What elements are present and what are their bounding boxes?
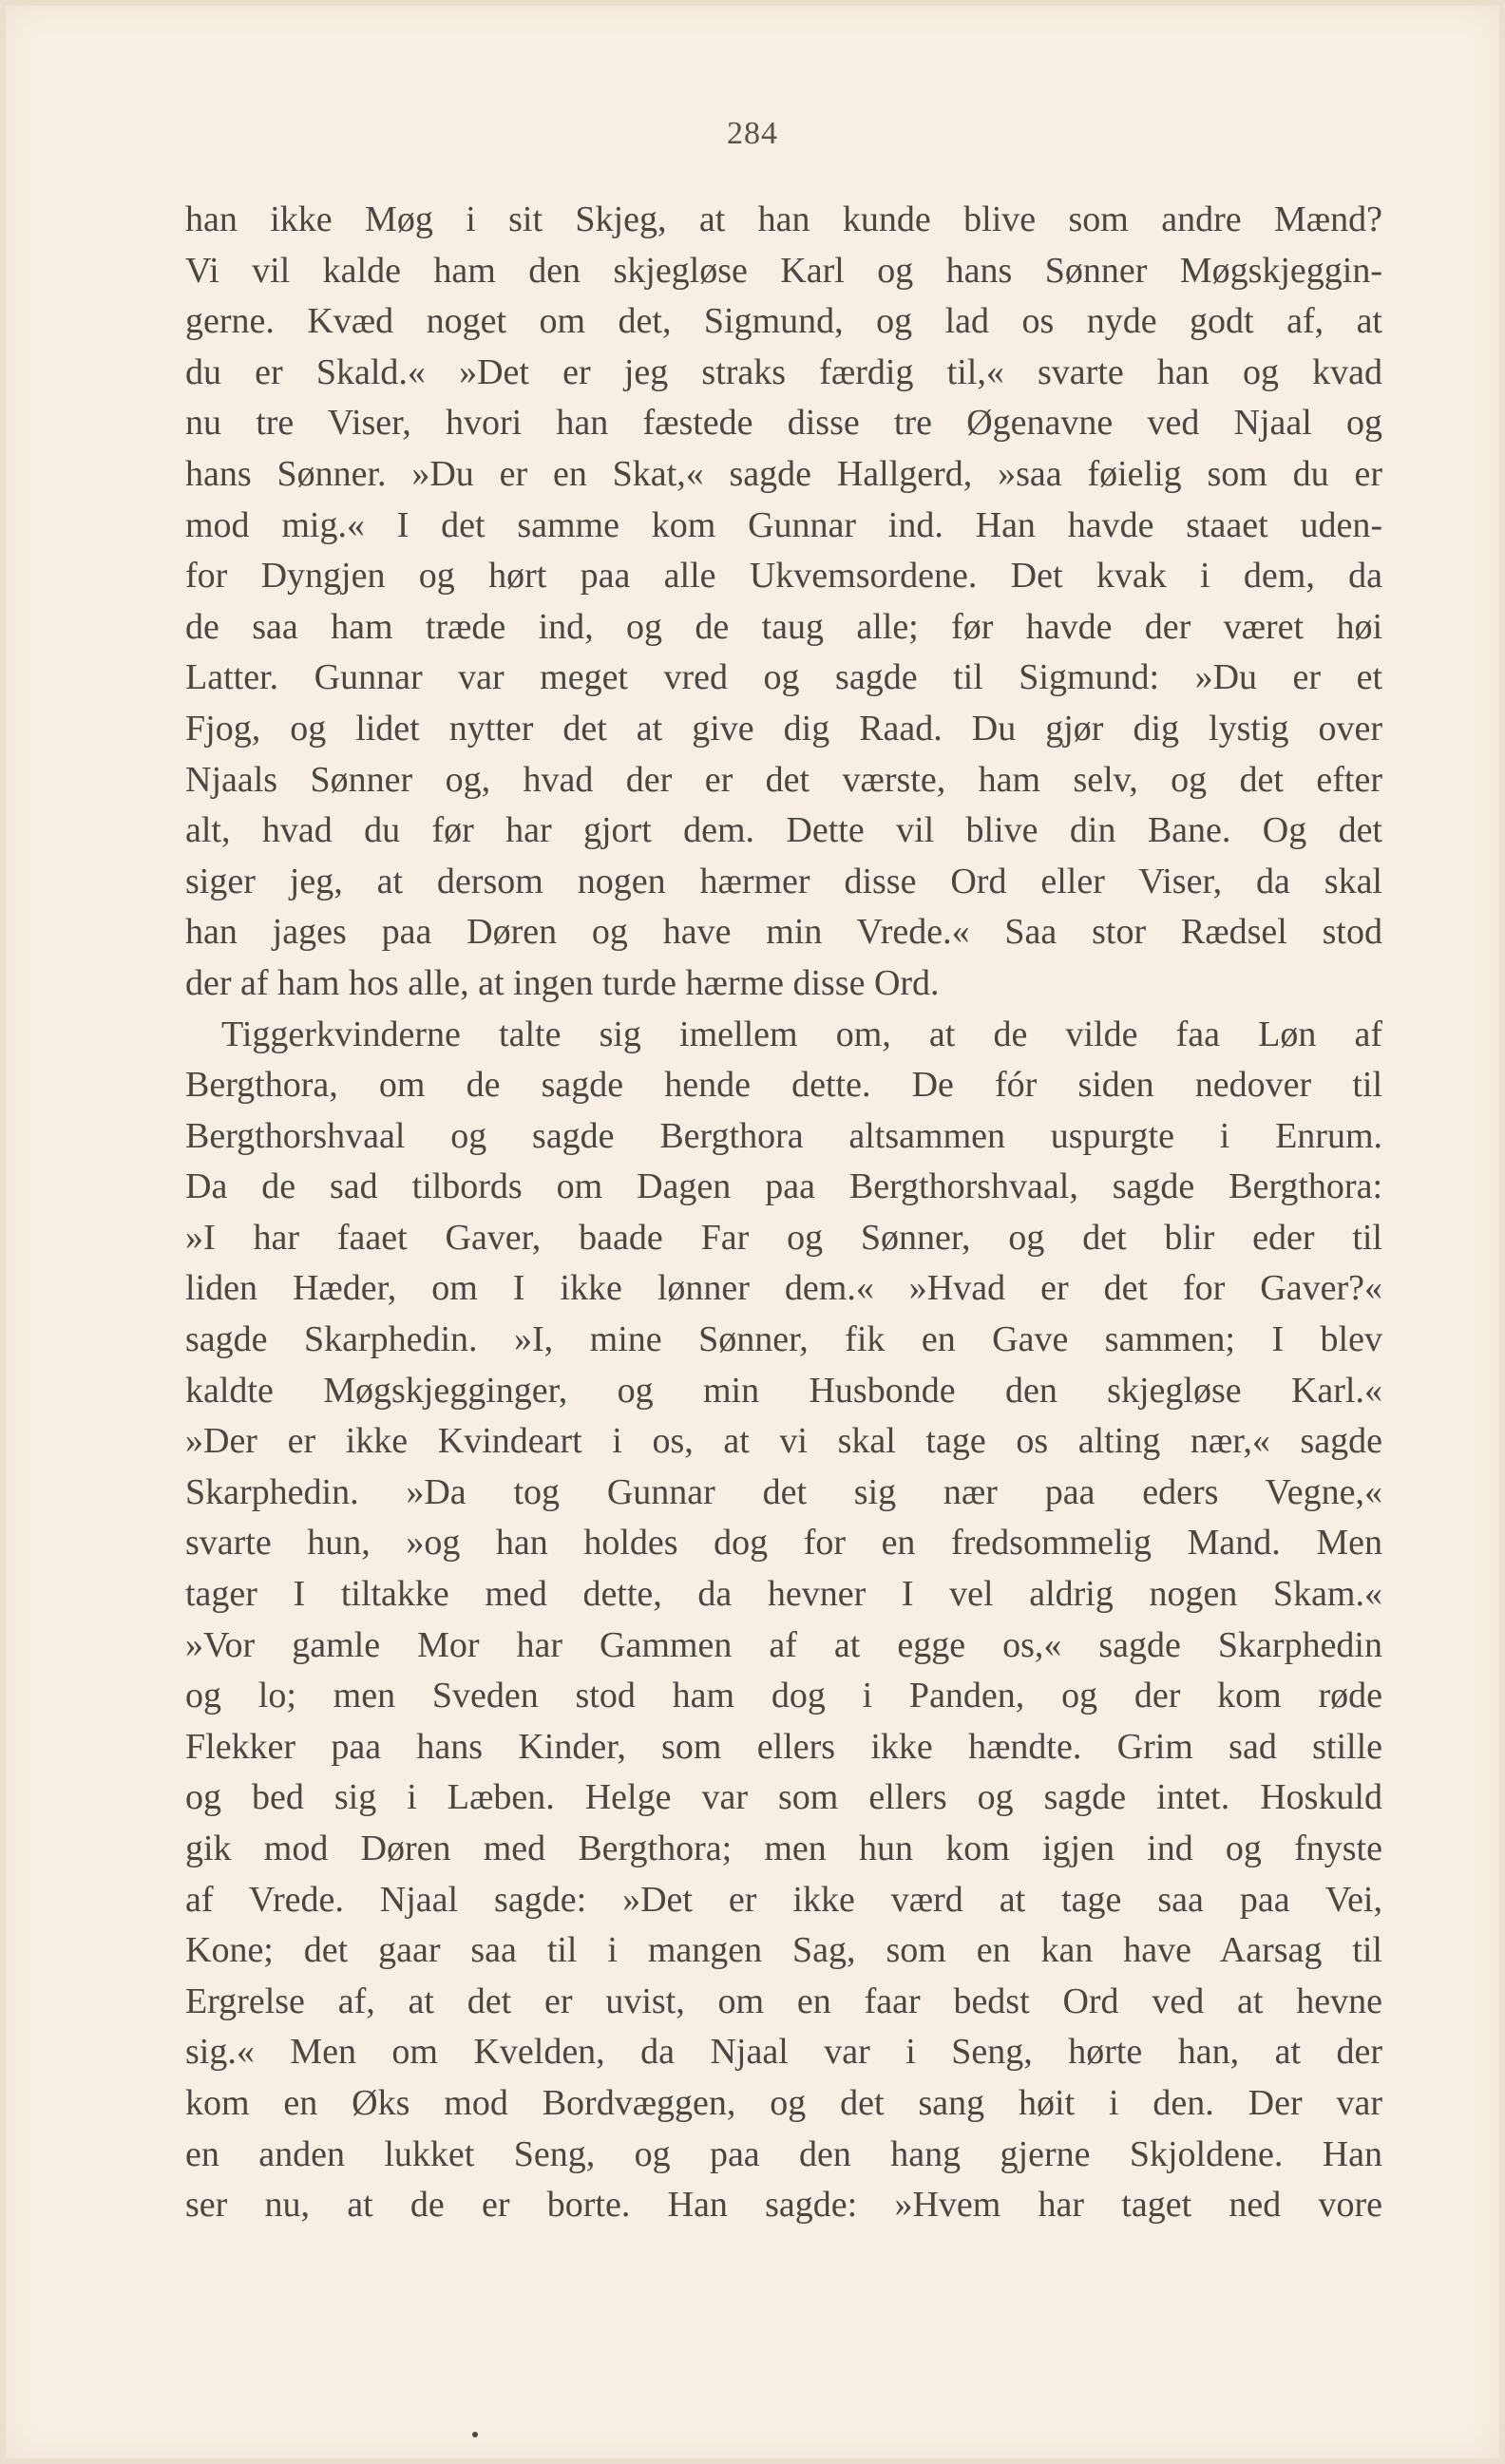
text-line: der af ham hos alle, at ingen turde hærme disse Ord. (185, 962, 940, 1003)
body-text (185, 195, 1382, 2231)
text-line: hans Sønner. »Du er en Skat,« sagde Hallgerd, »saa føielig som du er (185, 453, 1382, 494)
text-line: og lo; men Sveden stod ham dog i Panden, og der kom røde (185, 1676, 1382, 1716)
text-line: svarte hun, »og han holdes dog for en fredsommelig Mand. Men (185, 1523, 1382, 1564)
text-line: Ergrelse af, at det er uvist, om en faar bedst Ord ved at hevne (185, 1981, 1382, 2021)
text-line: Skarphedin. »Da tog Gunnar det sig nær paa eders Vegne,« (185, 1471, 1382, 1512)
text-line: Vi vil kalde ham den skjegløse Karl og hans Sønner Møgskjeggin- (185, 250, 1382, 291)
text-line: ser nu, at de er borte. Han sagde: »Hvem har taget ned vore (185, 2185, 1382, 2226)
text-line: »Vor gamle Mor har Gammen af at egge os,« sagde Skarphedin (185, 1624, 1382, 1665)
page-number: 284 (727, 116, 778, 151)
text-line: af Vrede. Njaal sagde: »Det er ikke værd at tage saa paa Vei, (185, 1879, 1382, 1920)
text-line: Njaals Sønner og, hvad der er det værste, ham selv, og det efter (185, 759, 1382, 800)
text-line: nu tre Viser, hvori han fæstede disse tre Øgenavne ved Njaal og (185, 403, 1382, 444)
text-line: sig.« Men om Kvelden, da Njaal var i Seng, hørte han, at der (185, 2032, 1382, 2073)
text-line: kom en Øks mod Bordvæggen, og det sang høit i den. Der var (185, 2082, 1382, 2123)
text-line: de saa ham træde ind, og de taug alle; før havde der været høi (185, 606, 1382, 647)
text-line: »I har faaet Gaver, baade Far og Sønner, og det blir eder til (185, 1217, 1382, 1258)
text-line: Bergthorshvaal og sagde Bergthora altsammen uspurgte i Enrum. (185, 1115, 1382, 1156)
text-line: en anden lukket Seng, og paa den hang gjerne Skjoldene. Han (185, 2133, 1382, 2174)
text-line: han jages paa Døren og have min Vrede.« Saa stor Rædsel stod (185, 912, 1382, 953)
text-line: mod mig.« I det samme kom Gunnar ind. Han havde staaet uden- (185, 504, 1382, 545)
text-line: gik mod Døren med Bergthora; men hun kom igjen ind og fnyste (185, 1829, 1382, 1868)
text-line: kaldte Møgskjegginger, og min Husbonde den skjegløse Karl.« (185, 1370, 1382, 1411)
text-line: han ikke Møg i sit Skjeg, at han kunde blive som andre Mænd? (185, 199, 1382, 239)
text-line: tager I tiltakke med dette, da hevner I vel aldrig nogen Skam.« (185, 1574, 1382, 1615)
text-line: Da de sad tilbords om Dagen paa Bergthorshvaal, sagde Bergthora: (185, 1166, 1382, 1207)
text-line: Latter. Gunnar var meget vred og sagde til Sigmund: »Du er et (185, 657, 1382, 698)
text-line: Tiggerkvinderne talte sig imellem om, at de vilde faa Løn af (221, 1014, 1382, 1054)
text-line: Bergthora, om de sagde hende dette. De fór siden nedover til (185, 1065, 1382, 1106)
text-line: Kone; det gaar saa til i mangen Sag, som en kan have Aarsag til (185, 1930, 1382, 1971)
text-line: »Der er ikke Kvindeart i os, at vi skal tage os alting nær,« sagde (185, 1421, 1382, 1462)
footer-dot-mark (472, 2432, 478, 2437)
text-line: siger jeg, at dersom nogen hærmer disse Ord eller Viser, da skal (185, 861, 1382, 901)
text-line: Fjog, og lidet nytter det at give dig Raad. Du gjør dig lystig over (185, 708, 1382, 749)
text-line: gerne. Kvæd noget om det, Sigmund, og lad os nyde godt af, at (185, 301, 1382, 342)
text-line: liden Hæder, om I ikke lønner dem.« »Hvad er det for Gaver?« (185, 1268, 1382, 1309)
text-line: sagde Skarphedin. »I, mine Sønner, fik en Gave sammen; I blev (185, 1319, 1382, 1360)
text-line: alt, hvad du før har gjort dem. Dette vil blive din Bane. Og det (185, 810, 1382, 851)
text-line: du er Skald.« »Det er jeg straks færdig til,« svarte han og kvad (185, 351, 1382, 392)
text-line: Flekker paa hans Kinder, som ellers ikke hændte. Grim sad stille (185, 1726, 1382, 1767)
text-line: og bed sig i Læben. Helge var som ellers og sagde intet. Hoskuld (185, 1777, 1382, 1818)
text-line: for Dyngjen og hørt paa alle Ukvemsordene. Det kvak i dem, da (185, 556, 1382, 597)
